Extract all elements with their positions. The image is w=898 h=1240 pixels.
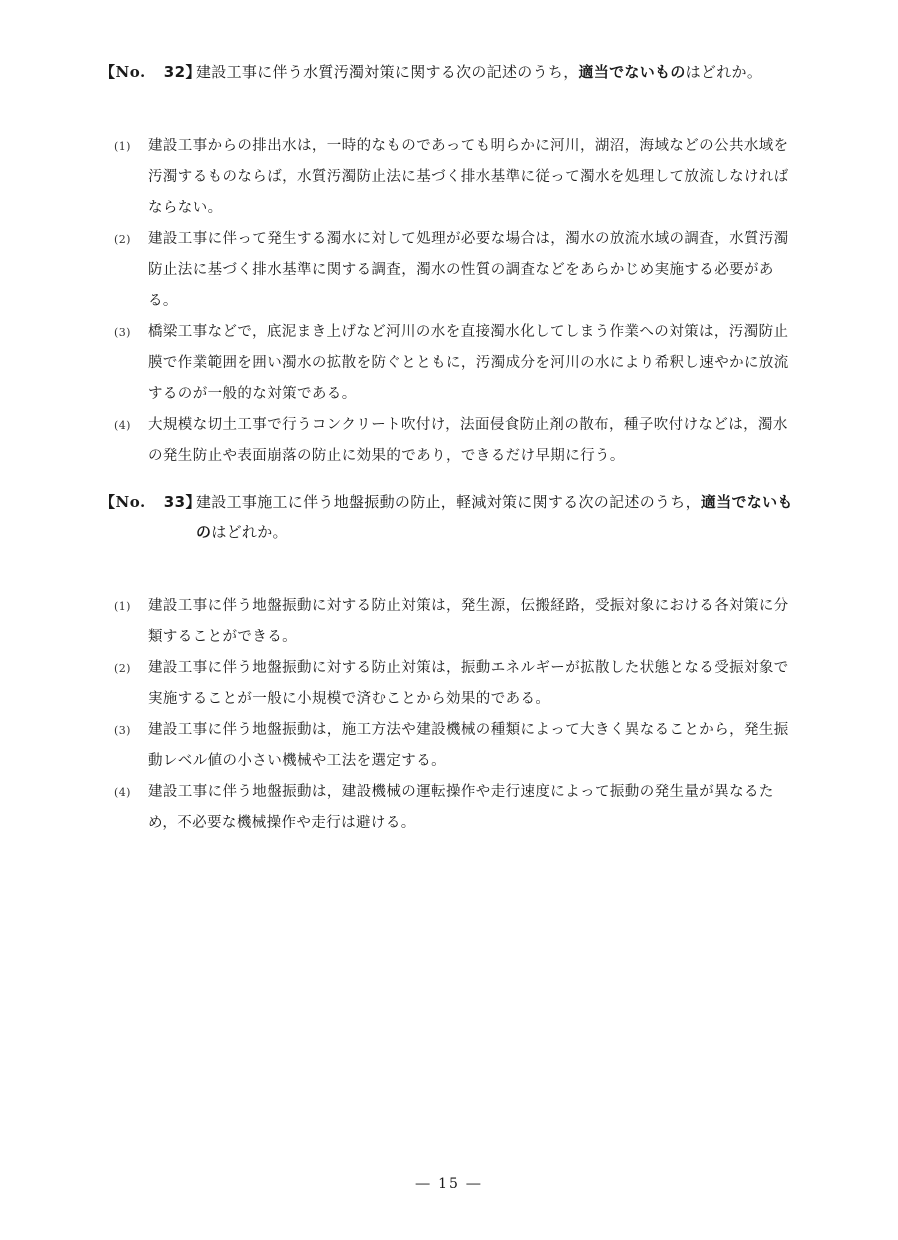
question-number-value: 32】 [163, 63, 202, 81]
question-text-after: はどれか。 [685, 63, 763, 81]
option-text: 建設工事からの排出水は，一時的なものであっても明らかに河川，湖沼，海域などの公共水域を汚濁するものならば，水質汚濁防止法に基づく排水基準に従って濁水を処理して放流しなければならない。 [148, 138, 789, 216]
option-label: (3) [114, 724, 131, 737]
option-label: (4) [114, 786, 131, 799]
question-header [100, 57, 800, 87]
question-label: 【No. [100, 63, 146, 81]
option-item [114, 410, 800, 472]
question-header [100, 487, 800, 547]
option-item [114, 317, 800, 410]
option-text: 大規模な切土工事で行うコンクリート吹付け，法面侵食防止剤の散布，種子吹付けなどは，濁水の発生防止や表面崩落の防止に効果的であり，できるだけ早期に行う。 [148, 417, 788, 464]
question-number-value: 33】 [163, 493, 202, 511]
option-item [114, 777, 800, 839]
option-text: 建設工事に伴う地盤振動に対する防止対策は，振動エネルギーが拡散した状態となる受振対象で実施することが一般に小規模で済むことから効果的である。 [148, 660, 789, 707]
question-text [196, 57, 800, 87]
option-label: (1) [114, 140, 131, 153]
option-label: (2) [114, 662, 131, 675]
option-text: 建設工事に伴う地盤振動に対する防止対策は，発生源，伝搬経路，受振対象における各対策に分類することができる。 [148, 598, 789, 645]
question-text-before: 建設工事に伴う水質汚濁対策に関する次の記述のうち， [196, 63, 579, 81]
question-text-emphasis: 適当でないもの [578, 63, 686, 81]
option-label: (1) [114, 600, 131, 613]
option-item [114, 715, 800, 777]
question-label: 【No. [100, 493, 146, 511]
question-32 [100, 57, 800, 472]
option-item [114, 653, 800, 715]
option-item [114, 591, 800, 653]
question-33 [100, 487, 800, 839]
option-text: 建設工事に伴って発生する濁水に対して処理が必要な場合は，濁水の放流水域の調査，水質汚濁防止法に基づく排水基準に関する調査，濁水の性質の調査などをあらかじめ実施する必要がある。 [148, 231, 789, 309]
option-list [100, 591, 800, 839]
question-text-emphasis: 適当でないもの [196, 493, 793, 541]
page-number: ― 15 ― [415, 1176, 483, 1192]
option-label: (2) [114, 233, 131, 246]
question-text [196, 487, 800, 547]
option-text: 橋梁工事などで，底泥まき上げなど河川の水を直接濁水化してしまう作業への対策は，汚濁防止膜で作業範囲を囲い濁水の拡散を防ぐとともに，汚濁成分を河川の水により希釈し速やかに放流するのが一般的な対策である。 [148, 324, 789, 402]
option-text: 建設工事に伴う地盤振動は，施工方法や建設機械の種類によって大きく異なることから，発生振動レベル値の小さい機械や工法を選定する。 [148, 722, 789, 769]
question-number [100, 487, 202, 517]
option-text: 建設工事に伴う地盤振動は，建設機械の運転操作や走行速度によって振動の発生量が異なるため，不必要な機械操作や走行は避ける。 [148, 784, 774, 831]
option-item [114, 131, 800, 224]
question-text-before: 建設工事施工に伴う地盤振動の防止，軽減対策に関する次の記述のうち， [196, 493, 701, 511]
option-list [100, 131, 800, 472]
option-label: (3) [114, 326, 131, 339]
question-text-after: はどれか。 [211, 523, 288, 541]
option-item [114, 224, 800, 317]
question-number [100, 57, 202, 87]
option-label: (4) [114, 419, 131, 432]
